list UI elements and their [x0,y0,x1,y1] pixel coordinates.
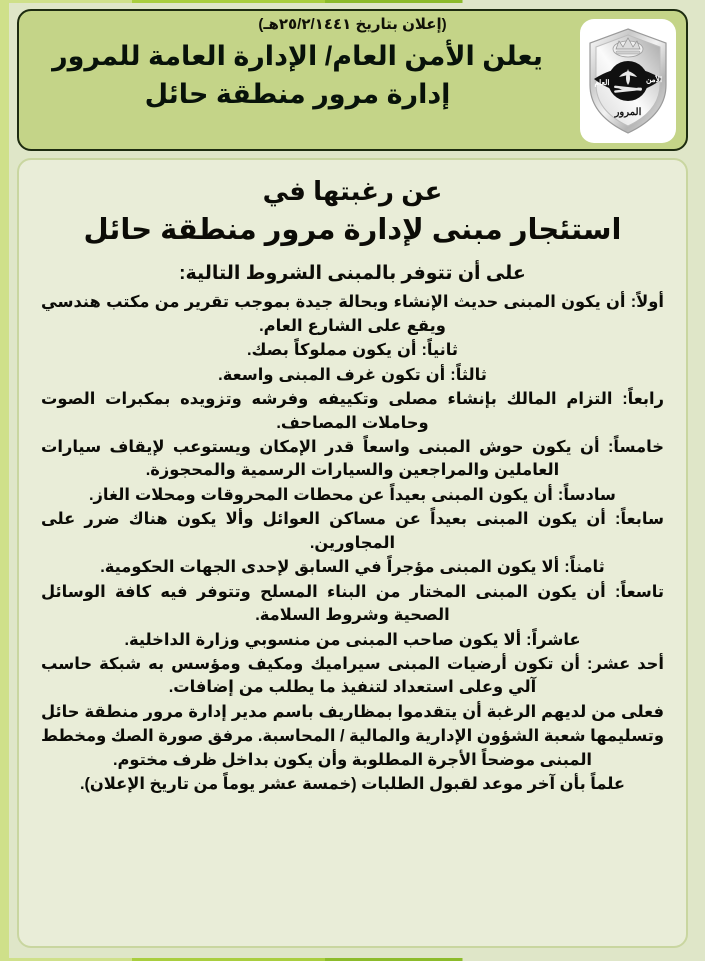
condition-item: ثالثاً: أن تكون غرف المبنى واسعة. [218,365,487,384]
svg-text:المرور: المرور [614,107,642,118]
conditions-lead: على أن تتوفر بالمبنى الشروط التالية: [179,263,526,285]
subject-line-1: عن رغبتها في [262,176,443,206]
svg-text:الأمن: الأمن [645,75,663,84]
condition-item: عاشراً: ألا يكون صاحب المبنى من منسوبي وزارة الداخلية. [124,630,581,649]
subject-line-2: استئجار مبنى لإدارة مرور منطقة حائل [83,214,622,247]
header-banner [17,9,688,151]
condition-item: خامساً: أن يكون حوش المبنى واسعاً قدر الإمكان ويستوعب لإيقاف سيارات العاملين والمراجعين والسيارات الرسمية والمحجوزة. [41,437,664,480]
condition-item: سادساً: أن يكون المبنى بعيداً عن محطات المحروقات ومحلات الغاز. [89,485,616,504]
announcement-date: (إعلان بتاريخ ٢٥/٢/١٤٤١هـ) [258,16,447,33]
condition-item: ثانياً: أن يكون مملوكاً بصك. [246,341,459,360]
header-title-line-2: إدارة مرور منطقة حائل [144,79,451,110]
header-title [27,37,568,114]
condition-item: ثامناً: ألا يكون المبنى مؤجراً في السابق لإحدى الجهات الحكومية. [100,558,605,577]
subject-block [41,174,664,250]
condition-item: تاسعاً: أن يكون المبنى المختار من البناء المسلح وتتوفر فيه كافة الوسائل الصحية وشروط السلامة. [41,582,664,625]
emblem-icon [586,27,670,135]
condition-item: أولاً: أن يكون المبنى حديث الإنشاء وبحالة جيدة بموجب تقرير من مكتب هندسي ويقع على الشارع العام. [41,293,664,335]
traffic-department-logo [580,19,676,143]
poster-inner [9,3,696,958]
deadline-note: علماً بأن آخر موعد لقبول الطلبات (خمسة عشر يوماً من تاريخ الإعلان). [79,775,626,794]
condition-item: رابعاً: التزام المالك بإنشاء مصلى وتكييفه وفرشه وتزويده بمكبرات الصوت وحاملات المصاحف. [41,390,664,432]
announcement-body [17,158,688,948]
header-title-line-1: يعلن الأمن العام/ الإدارة العامة للمرور [52,41,543,71]
svg-text:العام: العام [594,78,610,87]
condition-item: سابعاً: أن يكون المبنى بعيداً عن مساكن العوائل وألا يكون هناك ضرر على المجاورين. [41,510,664,552]
condition-item: أحد عشر: أن تكون أرضيات المبنى سيراميك ومكيف ومؤسس به شبكة حاسب آلي وعلى استعداد لتنفيذ ما يطلب من إضافات. [41,655,664,697]
application-instructions: فعلى من لديهم الرغبة أن يتقدموا بمظاريف باسم مدير إدارة مرور منطقة حائل وتسليمها شعبة الشؤون الإدارية والمالية / المحاسبة. مرفق صورة الصك ومخطط المبنى موضحاً الأجرة المطلوبة وأن يكون بداخل ظرف مختوم. [41,702,664,769]
